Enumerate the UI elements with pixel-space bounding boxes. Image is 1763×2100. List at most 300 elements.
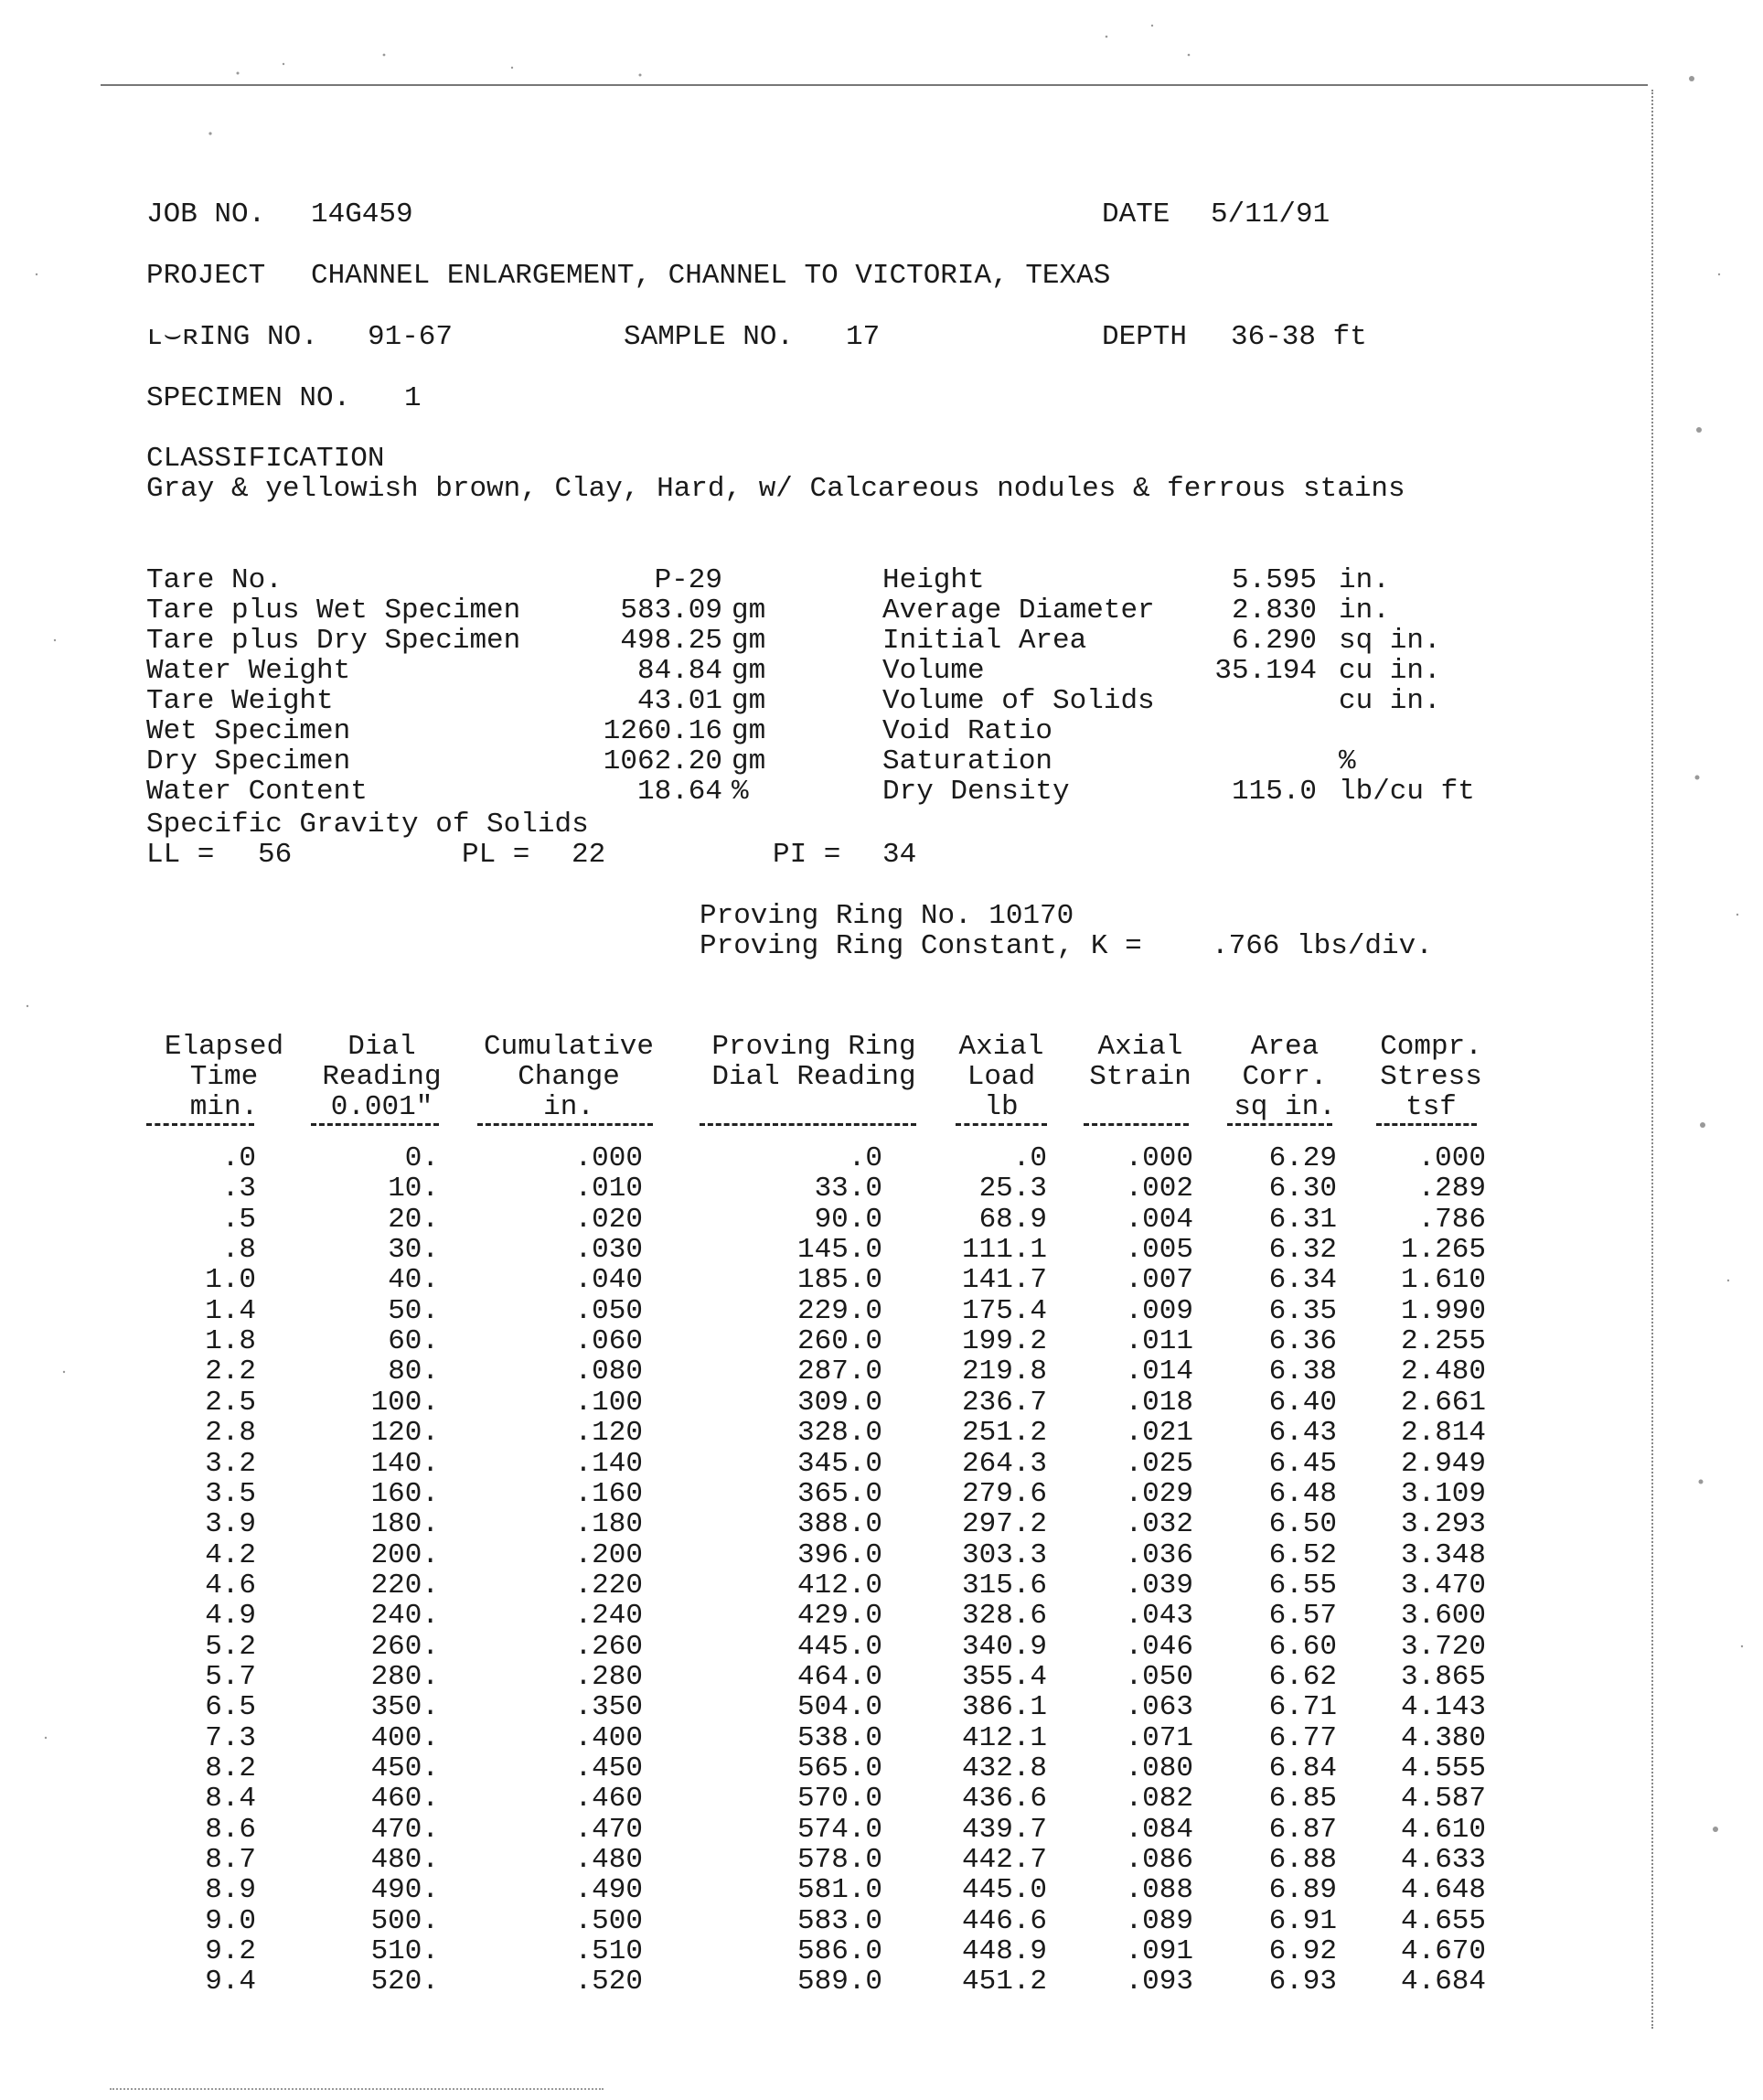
property-value: 498.25 bbox=[620, 625, 722, 657]
column-header-line: Load bbox=[967, 1061, 1036, 1093]
cell-cumulative-change: .080 bbox=[574, 1355, 643, 1388]
cell-elapsed-time: 7.3 bbox=[205, 1721, 256, 1754]
cell-compr-stress: 3.865 bbox=[1400, 1660, 1486, 1693]
table-row bbox=[146, 1449, 1518, 1479]
property-label: Water Weight bbox=[146, 655, 351, 687]
job-number: 14G459 bbox=[311, 198, 413, 230]
cell-compr-stress: 2.949 bbox=[1400, 1447, 1486, 1480]
property-value: 43.01 bbox=[636, 685, 722, 717]
table-row bbox=[146, 1296, 1518, 1326]
table-row bbox=[146, 1540, 1518, 1570]
cell-axial-load: 279.6 bbox=[961, 1477, 1047, 1510]
cell-cumulative-change: .020 bbox=[574, 1203, 643, 1236]
header-underline bbox=[477, 1123, 653, 1126]
table-row bbox=[146, 1662, 1518, 1692]
cell-axial-strain: .018 bbox=[1125, 1386, 1193, 1419]
header-underline bbox=[146, 1123, 254, 1126]
column-header-axial-strain bbox=[1081, 1032, 1200, 1122]
cell-cumulative-change: .180 bbox=[574, 1508, 643, 1541]
cell-proving-ring-dial: 504.0 bbox=[796, 1691, 882, 1724]
column-header-line: sq in. bbox=[1234, 1091, 1336, 1123]
boring-label: ʟ⌣ʀING NO. bbox=[146, 321, 318, 353]
property-unit: gm bbox=[732, 655, 766, 687]
cell-area-corr: 6.36 bbox=[1268, 1325, 1337, 1358]
cell-cumulative-change: .200 bbox=[574, 1538, 643, 1571]
cell-elapsed-time: 8.4 bbox=[205, 1783, 256, 1816]
column-header-line: Area bbox=[1250, 1031, 1320, 1063]
cell-axial-strain: .089 bbox=[1125, 1904, 1193, 1937]
cell-proving-ring-dial: 90.0 bbox=[814, 1203, 882, 1236]
cell-elapsed-time: 4.9 bbox=[205, 1600, 256, 1633]
cell-dial-reading: 60. bbox=[388, 1325, 439, 1358]
cell-elapsed-time: 8.9 bbox=[205, 1874, 256, 1907]
cell-proving-ring-dial: 583.0 bbox=[796, 1904, 882, 1937]
cell-axial-strain: .063 bbox=[1125, 1691, 1193, 1724]
property-unit: cu in. bbox=[1339, 655, 1441, 687]
atterberg-limits bbox=[146, 839, 917, 871]
cell-area-corr: 6.50 bbox=[1268, 1508, 1337, 1541]
cell-dial-reading: 120. bbox=[370, 1417, 439, 1450]
cell-cumulative-change: .160 bbox=[574, 1477, 643, 1510]
column-header-line: Cumulative bbox=[483, 1031, 655, 1063]
column-header-line: 0.001" bbox=[330, 1091, 433, 1123]
cell-axial-load: 432.8 bbox=[961, 1752, 1047, 1784]
cell-compr-stress: 3.109 bbox=[1400, 1477, 1486, 1510]
cell-area-corr: 6.88 bbox=[1268, 1844, 1337, 1877]
cell-elapsed-time: 3.2 bbox=[205, 1447, 256, 1480]
property-unit: gm bbox=[732, 715, 766, 747]
cell-dial-reading: 350. bbox=[370, 1691, 439, 1724]
property-label: Tare plus Dry Specimen bbox=[146, 625, 521, 657]
cell-area-corr: 6.35 bbox=[1268, 1294, 1337, 1327]
cell-area-corr: 6.87 bbox=[1268, 1813, 1337, 1846]
cell-proving-ring-dial: 429.0 bbox=[796, 1600, 882, 1633]
cell-elapsed-time: 2.8 bbox=[205, 1417, 256, 1450]
cell-dial-reading: 450. bbox=[370, 1752, 439, 1784]
cell-area-corr: 6.29 bbox=[1268, 1142, 1337, 1174]
table-row bbox=[146, 1570, 1518, 1601]
cell-elapsed-time: 5.2 bbox=[205, 1630, 256, 1663]
cell-area-corr: 6.77 bbox=[1268, 1721, 1337, 1754]
cell-dial-reading: 50. bbox=[388, 1294, 439, 1327]
cell-proving-ring-dial: 445.0 bbox=[796, 1630, 882, 1663]
cell-compr-stress: 4.587 bbox=[1400, 1783, 1486, 1816]
table-row bbox=[146, 1815, 1518, 1845]
property-label: Dry Density bbox=[882, 776, 1070, 808]
cell-compr-stress: 4.380 bbox=[1400, 1721, 1486, 1754]
column-header-line bbox=[700, 1092, 928, 1122]
cell-axial-strain: .014 bbox=[1125, 1355, 1193, 1388]
cell-compr-stress: .289 bbox=[1417, 1173, 1486, 1205]
cell-cumulative-change: .060 bbox=[574, 1325, 643, 1358]
table-row bbox=[146, 1143, 1518, 1173]
pl-label: PL = bbox=[462, 839, 530, 871]
specimen-number: 1 bbox=[404, 382, 422, 414]
cell-area-corr: 6.60 bbox=[1268, 1630, 1337, 1663]
property-value: 6.290 bbox=[1231, 625, 1317, 657]
cell-proving-ring-dial: 345.0 bbox=[796, 1447, 882, 1480]
table-row bbox=[146, 1265, 1518, 1295]
cell-dial-reading: 510. bbox=[370, 1935, 439, 1968]
table-row bbox=[146, 1845, 1518, 1875]
header-underline bbox=[700, 1123, 916, 1126]
property-label: Height bbox=[882, 564, 985, 596]
table-row bbox=[146, 1875, 1518, 1905]
property-value: 1062.20 bbox=[603, 745, 722, 777]
cell-axial-load: 445.0 bbox=[961, 1874, 1047, 1907]
cell-cumulative-change: .120 bbox=[574, 1417, 643, 1450]
property-unit: % bbox=[1339, 745, 1356, 777]
property-unit: sq in. bbox=[1339, 625, 1441, 657]
sample-label: SAMPLE NO. bbox=[624, 321, 795, 353]
cell-proving-ring-dial: 578.0 bbox=[796, 1844, 882, 1877]
property-unit: gm bbox=[732, 745, 766, 777]
header-underline bbox=[1084, 1123, 1189, 1126]
cell-elapsed-time: 5.7 bbox=[205, 1660, 256, 1693]
column-header-line: tsf bbox=[1405, 1091, 1457, 1123]
cell-compr-stress: 1.265 bbox=[1400, 1234, 1486, 1267]
table-row bbox=[146, 1601, 1518, 1631]
cell-axial-load: 175.4 bbox=[961, 1294, 1047, 1327]
cell-elapsed-time: 1.0 bbox=[205, 1264, 256, 1297]
cell-compr-stress: .786 bbox=[1417, 1203, 1486, 1236]
cell-dial-reading: 80. bbox=[388, 1355, 439, 1388]
cell-cumulative-change: .260 bbox=[574, 1630, 643, 1663]
cell-area-corr: 6.55 bbox=[1268, 1569, 1337, 1602]
cell-axial-strain: .009 bbox=[1125, 1294, 1193, 1327]
column-header-area-corr bbox=[1225, 1032, 1344, 1122]
proving-ring-number-text: Proving Ring No. 10170 bbox=[700, 900, 1074, 932]
cell-proving-ring-dial: 229.0 bbox=[796, 1294, 882, 1327]
cell-compr-stress: 2.255 bbox=[1400, 1325, 1486, 1358]
cell-axial-strain: .005 bbox=[1125, 1234, 1193, 1267]
cell-dial-reading: 100. bbox=[370, 1386, 439, 1419]
table-row bbox=[146, 1723, 1518, 1753]
column-header-line: Corr. bbox=[1242, 1061, 1328, 1093]
header-underline bbox=[956, 1123, 1047, 1126]
property-unit: in. bbox=[1339, 564, 1390, 596]
cell-elapsed-time: 4.6 bbox=[205, 1569, 256, 1602]
table-row bbox=[146, 1753, 1518, 1784]
cell-proving-ring-dial: 581.0 bbox=[796, 1874, 882, 1907]
property-value: 35.194 bbox=[1214, 655, 1317, 687]
cell-elapsed-time: .5 bbox=[221, 1203, 256, 1236]
cell-axial-load: 446.6 bbox=[961, 1904, 1047, 1937]
cell-axial-strain: .004 bbox=[1125, 1203, 1193, 1236]
cell-elapsed-time: 3.9 bbox=[205, 1508, 256, 1541]
cell-elapsed-time: 2.5 bbox=[205, 1386, 256, 1419]
table-row bbox=[146, 1692, 1518, 1722]
cell-compr-stress: 1.610 bbox=[1400, 1264, 1486, 1297]
ll-value: 56 bbox=[258, 839, 293, 871]
table-row bbox=[146, 1784, 1518, 1814]
cell-cumulative-change: .490 bbox=[574, 1874, 643, 1907]
cell-axial-load: 439.7 bbox=[961, 1813, 1047, 1846]
cell-proving-ring-dial: .0 bbox=[848, 1142, 882, 1174]
property-label: Volume of Solids bbox=[882, 685, 1155, 717]
table-row bbox=[146, 1936, 1518, 1966]
cell-elapsed-time: 2.2 bbox=[205, 1355, 256, 1388]
property-label: Wet Specimen bbox=[146, 715, 351, 747]
cell-cumulative-change: .500 bbox=[574, 1904, 643, 1937]
cell-elapsed-time: 9.4 bbox=[205, 1966, 256, 1998]
cell-axial-load: 412.1 bbox=[961, 1721, 1047, 1754]
header-underline bbox=[1376, 1123, 1477, 1126]
cell-dial-reading: 20. bbox=[388, 1203, 439, 1236]
cell-area-corr: 6.85 bbox=[1268, 1783, 1337, 1816]
column-header-line: Axial bbox=[1097, 1031, 1183, 1063]
table-row bbox=[146, 1906, 1518, 1936]
cell-axial-load: 141.7 bbox=[961, 1264, 1047, 1297]
cell-compr-stress: 3.600 bbox=[1400, 1600, 1486, 1633]
cell-area-corr: 6.32 bbox=[1268, 1234, 1337, 1267]
property-value: 84.84 bbox=[636, 655, 722, 687]
cell-dial-reading: 280. bbox=[370, 1660, 439, 1693]
cell-dial-reading: 200. bbox=[370, 1538, 439, 1571]
table-row bbox=[146, 1418, 1518, 1448]
cell-compr-stress: 4.633 bbox=[1400, 1844, 1486, 1877]
property-label: Void Ratio bbox=[882, 715, 1053, 747]
cell-axial-load: 448.9 bbox=[961, 1935, 1047, 1968]
property-unit: gm bbox=[732, 595, 766, 627]
cell-axial-strain: .046 bbox=[1125, 1630, 1193, 1663]
cell-cumulative-change: .010 bbox=[574, 1173, 643, 1205]
header-underline bbox=[311, 1123, 439, 1126]
cell-axial-load: .0 bbox=[1012, 1142, 1047, 1174]
project-line bbox=[146, 260, 1111, 292]
cell-axial-strain: .082 bbox=[1125, 1783, 1193, 1816]
property-value: 1260.16 bbox=[603, 715, 722, 747]
cell-axial-load: 111.1 bbox=[961, 1234, 1047, 1267]
specific-gravity-label: Specific Gravity of Solids bbox=[146, 809, 589, 841]
cell-dial-reading: 500. bbox=[370, 1904, 439, 1937]
cell-proving-ring-dial: 365.0 bbox=[796, 1477, 882, 1510]
property-unit: cu in. bbox=[1339, 685, 1441, 717]
proving-ring-constant-label: Proving Ring Constant, K = bbox=[700, 930, 1142, 962]
cell-dial-reading: 520. bbox=[370, 1966, 439, 1998]
cell-cumulative-change: .100 bbox=[574, 1386, 643, 1419]
column-header-dial-reading bbox=[311, 1032, 453, 1122]
proving-ring-number bbox=[146, 900, 1074, 932]
column-header-line: Dial Reading bbox=[711, 1061, 916, 1093]
column-header-line: Change bbox=[518, 1061, 620, 1093]
cell-elapsed-time: 9.0 bbox=[205, 1904, 256, 1937]
cell-area-corr: 6.43 bbox=[1268, 1417, 1337, 1450]
cell-axial-load: 251.2 bbox=[961, 1417, 1047, 1450]
cell-axial-strain: .002 bbox=[1125, 1173, 1193, 1205]
specimen-line bbox=[146, 382, 422, 414]
cell-elapsed-time: 8.2 bbox=[205, 1752, 256, 1784]
cell-area-corr: 6.93 bbox=[1268, 1966, 1337, 1998]
cell-proving-ring-dial: 586.0 bbox=[796, 1935, 882, 1968]
column-header-line: min. bbox=[189, 1091, 259, 1123]
cell-axial-strain: .093 bbox=[1125, 1966, 1193, 1998]
cell-proving-ring-dial: 412.0 bbox=[796, 1569, 882, 1602]
column-header-line: Compr. bbox=[1380, 1031, 1482, 1063]
cell-dial-reading: 30. bbox=[388, 1234, 439, 1267]
project-value: CHANNEL ENLARGEMENT, CHANNEL TO VICTORIA, TEXAS bbox=[311, 260, 1111, 292]
property-value: 18.64 bbox=[636, 776, 722, 808]
cell-dial-reading: 470. bbox=[370, 1813, 439, 1846]
property-value: 583.09 bbox=[620, 595, 722, 627]
property-unit: gm bbox=[732, 685, 766, 717]
cell-area-corr: 6.57 bbox=[1268, 1600, 1337, 1633]
cell-area-corr: 6.91 bbox=[1268, 1904, 1337, 1937]
property-value: 5.595 bbox=[1231, 564, 1317, 596]
cell-proving-ring-dial: 388.0 bbox=[796, 1508, 882, 1541]
cell-axial-load: 199.2 bbox=[961, 1325, 1047, 1358]
cell-axial-strain: .039 bbox=[1125, 1569, 1193, 1602]
cell-cumulative-change: .280 bbox=[574, 1660, 643, 1693]
cell-proving-ring-dial: 33.0 bbox=[814, 1173, 882, 1205]
cell-cumulative-change: .460 bbox=[574, 1783, 643, 1816]
cell-area-corr: 6.52 bbox=[1268, 1538, 1337, 1571]
table-row bbox=[146, 1966, 1518, 1997]
cell-cumulative-change: .520 bbox=[574, 1966, 643, 1998]
cell-dial-reading: 140. bbox=[370, 1447, 439, 1480]
column-header-line: Strain bbox=[1089, 1061, 1191, 1093]
cell-dial-reading: 490. bbox=[370, 1874, 439, 1907]
cell-cumulative-change: .000 bbox=[574, 1142, 643, 1174]
job-line bbox=[146, 198, 1330, 230]
cell-compr-stress: 3.293 bbox=[1400, 1508, 1486, 1541]
column-header-axial-load bbox=[951, 1032, 1052, 1122]
cell-area-corr: 6.92 bbox=[1268, 1935, 1337, 1968]
cell-compr-stress: 4.684 bbox=[1400, 1966, 1486, 1998]
property-value: 115.0 bbox=[1231, 776, 1317, 808]
cell-axial-strain: .086 bbox=[1125, 1844, 1193, 1877]
cell-compr-stress: 2.480 bbox=[1400, 1355, 1486, 1388]
column-header-line: Dial bbox=[347, 1031, 416, 1063]
property-unit: % bbox=[732, 776, 749, 808]
cell-compr-stress: 2.814 bbox=[1400, 1417, 1486, 1450]
cell-cumulative-change: .450 bbox=[574, 1752, 643, 1784]
cell-axial-strain: .029 bbox=[1125, 1477, 1193, 1510]
cell-axial-load: 25.3 bbox=[978, 1173, 1047, 1205]
cell-axial-strain: .050 bbox=[1125, 1660, 1193, 1693]
cell-elapsed-time: 8.6 bbox=[205, 1813, 256, 1846]
cell-cumulative-change: .030 bbox=[574, 1234, 643, 1267]
cell-compr-stress: 1.990 bbox=[1400, 1294, 1486, 1327]
table-row bbox=[146, 1235, 1518, 1265]
cell-axial-strain: .032 bbox=[1125, 1508, 1193, 1541]
property-label: Tare Weight bbox=[146, 685, 334, 717]
cell-axial-load: 297.2 bbox=[961, 1508, 1047, 1541]
cell-dial-reading: 260. bbox=[370, 1630, 439, 1663]
cell-proving-ring-dial: 538.0 bbox=[796, 1721, 882, 1754]
cell-compr-stress: 4.670 bbox=[1400, 1935, 1486, 1968]
cell-compr-stress: .000 bbox=[1417, 1142, 1486, 1174]
cell-proving-ring-dial: 287.0 bbox=[796, 1355, 882, 1388]
cell-elapsed-time: 1.8 bbox=[205, 1325, 256, 1358]
cell-elapsed-time: .0 bbox=[221, 1142, 256, 1174]
table-row bbox=[146, 1173, 1518, 1204]
pl-value: 22 bbox=[572, 839, 606, 871]
table-row bbox=[146, 1632, 1518, 1662]
sample-number: 17 bbox=[846, 321, 881, 353]
cell-dial-reading: 160. bbox=[370, 1477, 439, 1510]
cell-compr-stress: 2.661 bbox=[1400, 1386, 1486, 1419]
column-header-elapsed-time bbox=[146, 1032, 302, 1122]
cell-axial-strain: .036 bbox=[1125, 1538, 1193, 1571]
table-row bbox=[146, 1205, 1518, 1235]
cell-axial-load: 68.9 bbox=[978, 1203, 1047, 1236]
cell-cumulative-change: .140 bbox=[574, 1447, 643, 1480]
cell-proving-ring-dial: 145.0 bbox=[796, 1234, 882, 1267]
column-header-line: Time bbox=[189, 1061, 259, 1093]
property-unit: gm bbox=[732, 625, 766, 657]
classification-text: Gray & yellowish brown, Clay, Hard, w/ Calcareous nodules & ferrous stains bbox=[146, 473, 1405, 505]
table-row bbox=[146, 1326, 1518, 1356]
cell-compr-stress: 3.720 bbox=[1400, 1630, 1486, 1663]
cell-axial-load: 436.6 bbox=[961, 1783, 1047, 1816]
cell-axial-load: 264.3 bbox=[961, 1447, 1047, 1480]
cell-proving-ring-dial: 570.0 bbox=[796, 1783, 882, 1816]
column-header-line: in. bbox=[543, 1091, 594, 1123]
cell-compr-stress: 4.555 bbox=[1400, 1752, 1486, 1784]
cell-compr-stress: 4.655 bbox=[1400, 1904, 1486, 1937]
cell-proving-ring-dial: 589.0 bbox=[796, 1966, 882, 1998]
cell-dial-reading: 400. bbox=[370, 1721, 439, 1754]
cell-area-corr: 6.48 bbox=[1268, 1477, 1337, 1510]
cell-proving-ring-dial: 565.0 bbox=[796, 1752, 882, 1784]
property-label: Tare No. bbox=[146, 564, 283, 596]
header-underline bbox=[1227, 1123, 1332, 1126]
cell-proving-ring-dial: 396.0 bbox=[796, 1538, 882, 1571]
cell-axial-strain: .007 bbox=[1125, 1264, 1193, 1297]
depth-label: DEPTH bbox=[1102, 321, 1188, 353]
cell-dial-reading: 10. bbox=[388, 1173, 439, 1205]
cell-axial-strain: .071 bbox=[1125, 1721, 1193, 1754]
cell-axial-strain: .080 bbox=[1125, 1752, 1193, 1784]
cell-elapsed-time: 4.2 bbox=[205, 1538, 256, 1571]
cell-dial-reading: 480. bbox=[370, 1844, 439, 1877]
cell-area-corr: 6.40 bbox=[1268, 1386, 1337, 1419]
cell-proving-ring-dial: 574.0 bbox=[796, 1813, 882, 1846]
cell-dial-reading: 0. bbox=[404, 1142, 439, 1174]
cell-proving-ring-dial: 464.0 bbox=[796, 1660, 882, 1693]
cell-cumulative-change: .400 bbox=[574, 1721, 643, 1754]
cell-dial-reading: 460. bbox=[370, 1783, 439, 1816]
column-header-proving-ring-dial bbox=[700, 1032, 928, 1122]
property-label: Saturation bbox=[882, 745, 1053, 777]
cell-axial-strain: .000 bbox=[1125, 1142, 1193, 1174]
table-row bbox=[146, 1479, 1518, 1509]
proving-ring-constant-value: .766 lbs/div. bbox=[1212, 930, 1433, 962]
property-label: Tare plus Wet Specimen bbox=[146, 595, 521, 627]
test-report bbox=[146, 0, 1664, 1998]
cell-compr-stress: 4.610 bbox=[1400, 1813, 1486, 1846]
cell-axial-load: 451.2 bbox=[961, 1966, 1047, 1998]
pi-label: PI = bbox=[773, 839, 841, 871]
job-label: JOB NO. bbox=[146, 198, 266, 230]
property-label: Volume bbox=[882, 655, 985, 687]
cell-elapsed-time: 8.7 bbox=[205, 1844, 256, 1877]
cell-compr-stress: 3.470 bbox=[1400, 1569, 1486, 1602]
column-header-cumulative-change bbox=[477, 1032, 660, 1122]
property-label: Initial Area bbox=[882, 625, 1087, 657]
cell-elapsed-time: 3.5 bbox=[205, 1477, 256, 1510]
table-row bbox=[146, 1388, 1518, 1418]
cell-axial-load: 236.7 bbox=[961, 1386, 1047, 1419]
cell-axial-load: 355.4 bbox=[961, 1660, 1047, 1693]
cell-proving-ring-dial: 328.0 bbox=[796, 1417, 882, 1450]
column-header-line: lb bbox=[984, 1091, 1019, 1123]
cell-cumulative-change: .470 bbox=[574, 1813, 643, 1846]
cell-axial-load: 315.6 bbox=[961, 1569, 1047, 1602]
cell-axial-strain: .025 bbox=[1125, 1447, 1193, 1480]
cell-area-corr: 6.30 bbox=[1268, 1173, 1337, 1205]
